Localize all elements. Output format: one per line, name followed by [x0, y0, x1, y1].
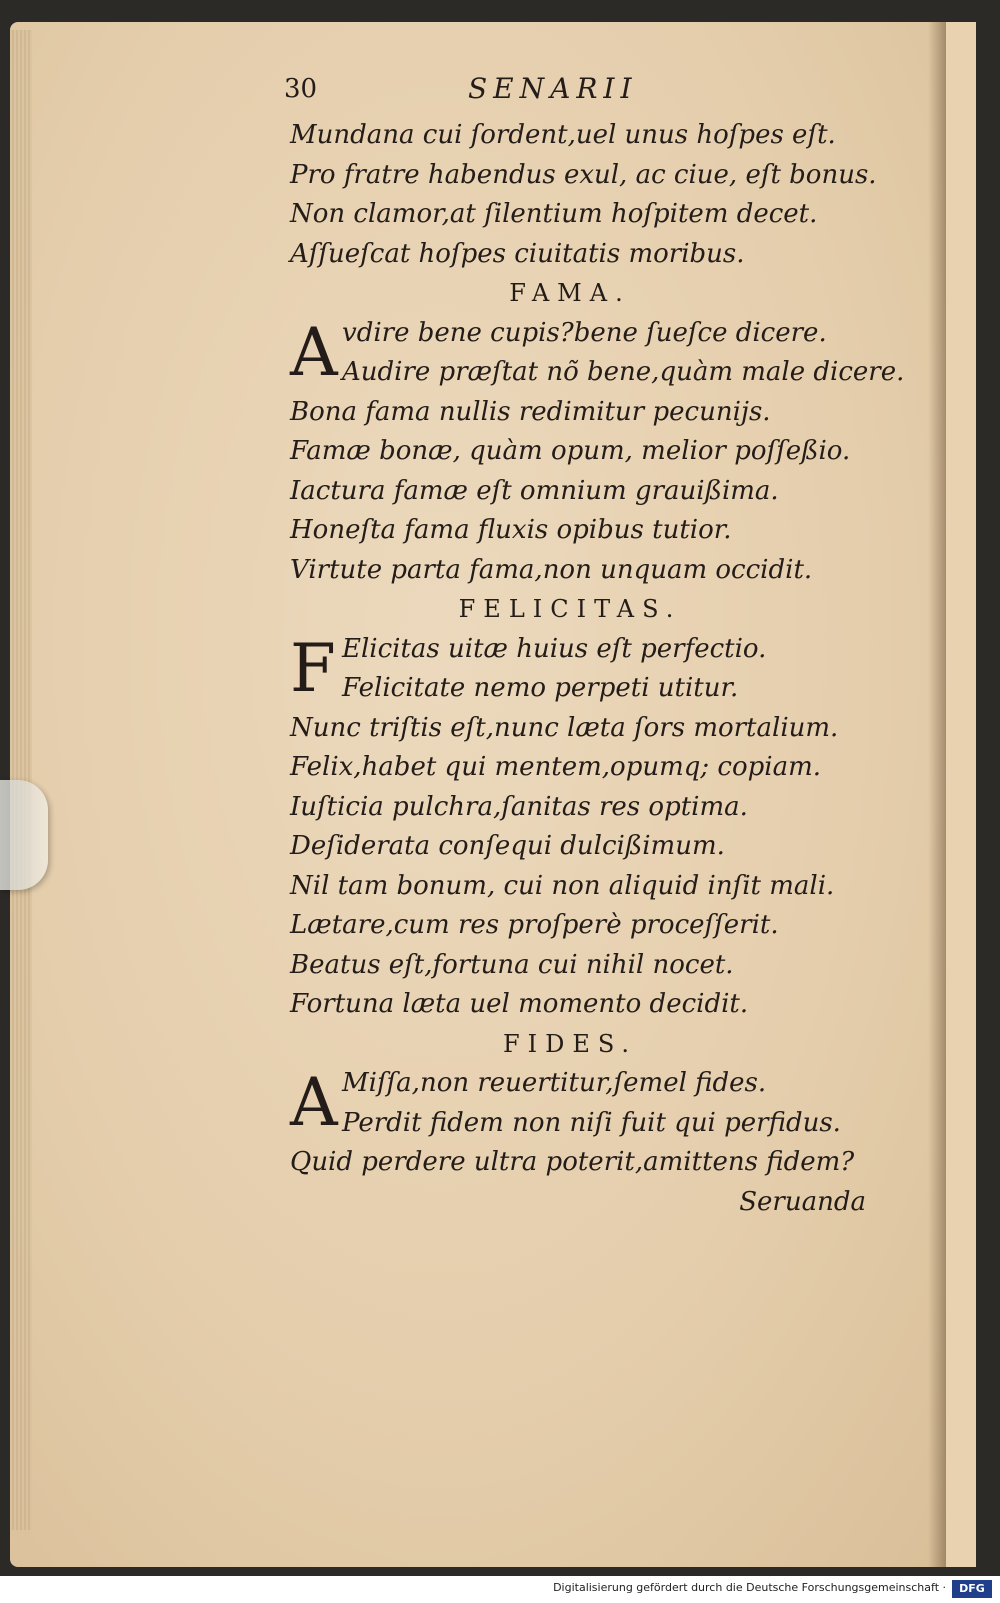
text-line: Quid perdere ultra poterit,amittens fidem?	[290, 1147, 855, 1177]
text-line: Iactura famæ eſt omnium grauißima.	[290, 475, 779, 506]
text-line: Lætare,cum res proſperè proceſſerit.	[290, 910, 779, 940]
text-line: Felix,habet qui mentem,opumq; copiam.	[290, 752, 822, 782]
facing-page-fragment	[946, 22, 976, 1567]
page-clip	[0, 780, 48, 890]
text-line: vdire bene cupis?bene ſueſce dicere.	[342, 317, 827, 348]
catchword: Seruanda	[739, 1186, 866, 1217]
text-line: Aſſueſcat hoſpes ciuitatis moribus.	[290, 238, 745, 269]
text-line: Famæ bonæ, quàm opum, melior poſſeßio.	[290, 436, 851, 466]
text-line: Felicitate nemo perpeti utitur.	[342, 673, 739, 703]
text-line: Non clamor,at ſilentium hoſpitem decet.	[290, 199, 818, 229]
text-line: Deſiderata conſequi dulcißimum.	[290, 831, 725, 861]
initial-block-fides	[290, 1064, 890, 1143]
digitization-footer	[0, 1576, 1000, 1603]
text-line: Elicitas uitæ huius eſt perfectio.	[342, 633, 767, 664]
page-number: 30	[284, 74, 318, 104]
text-line: Pro fratre habendus exul, ac ciue, eſt bonus.	[290, 159, 877, 190]
text-line: Perdit fidem non niſi fuit qui perfidus.	[342, 1107, 841, 1138]
text-line: Fortuna læta uel momento decidit.	[290, 989, 749, 1019]
text-line: Bona fama nullis redimitur pecunijs.	[290, 396, 771, 427]
page-header	[284, 72, 890, 116]
funding-credit: Digitalisierung gefördert durch die Deutsche Forschungsgemeinschaft ·	[553, 1581, 946, 1594]
page-text	[284, 72, 905, 1222]
drop-initial: F	[290, 629, 336, 707]
section-heading-fama: FAMA.	[509, 279, 631, 307]
text-line: Miſſa,non reuertitur,ſemel fides.	[342, 1068, 767, 1098]
section-heading-felicitas: FELICITAS.	[458, 595, 682, 623]
running-title: SENARII	[468, 72, 638, 105]
text-line: Nil tam bonum, cui non aliquid inſit mali.	[290, 870, 835, 901]
text-line: Audire præſtat nõ bene,quàm male dicere.	[342, 357, 905, 387]
text-line: Iuſticia pulchra,ſanitas res optima.	[290, 791, 748, 822]
text-line: Virtute parta fama,non unquam occidit.	[290, 554, 813, 585]
text-line: Nunc triſtis eſt,nunc læta ſors mortalium.	[290, 712, 839, 743]
text-line: Beatus eſt,fortuna cui nihil nocet.	[290, 949, 734, 980]
text-line: Mundana cui ſordent,uel unus hoſpes eſt.	[290, 120, 836, 150]
text-line: Honeſta fama fluxis opibus tutior.	[290, 515, 732, 545]
section-heading-fides: FIDES.	[502, 1029, 638, 1058]
drop-initial: A	[290, 313, 338, 391]
initial-block-felicitas	[290, 630, 890, 709]
book-gutter	[928, 22, 946, 1567]
dfg-logo: DFG	[952, 1580, 992, 1598]
drop-initial: A	[290, 1064, 338, 1141]
initial-block-fama	[290, 313, 905, 393]
